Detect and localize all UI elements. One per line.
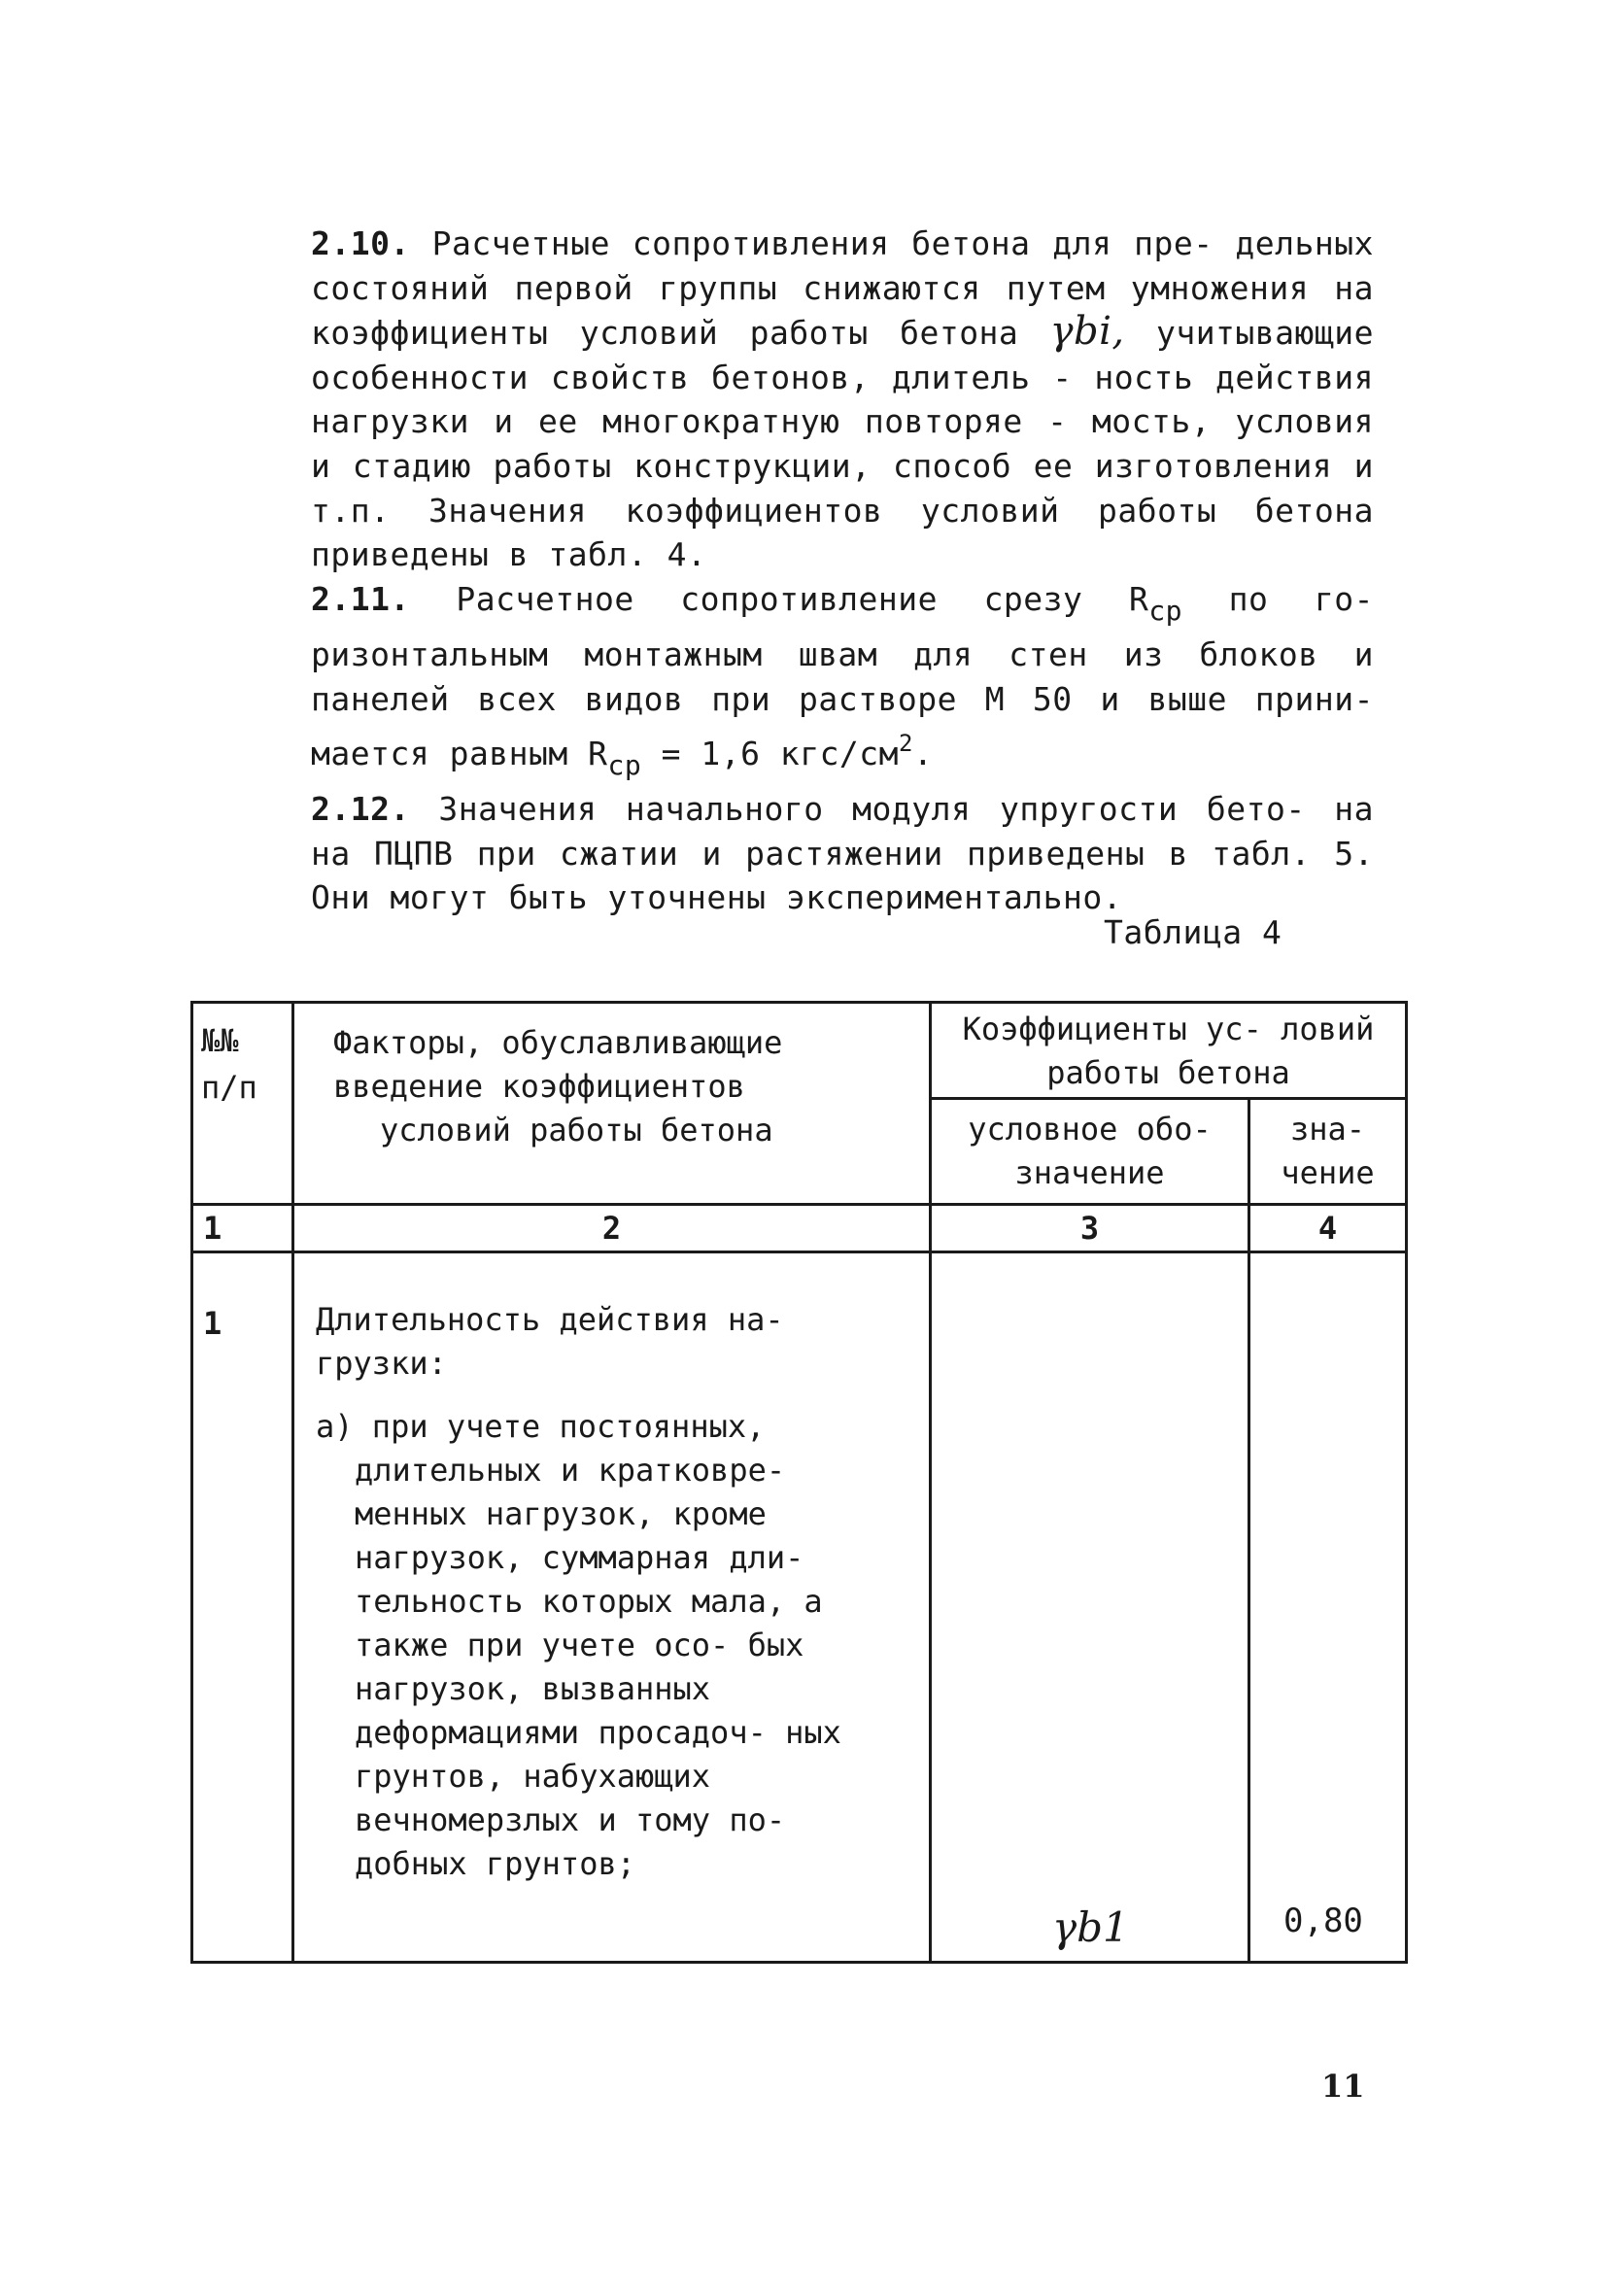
header-number <box>192 1003 293 1205</box>
row-factor-title: Длительность действия на- грузки: <box>316 1301 784 1382</box>
header-factors-line1: Факторы, обуславливающие <box>333 1024 783 1061</box>
body-text <box>198 222 1374 920</box>
header-designation: условное обо- значение <box>931 1099 1249 1205</box>
column-index: 1 <box>192 1205 293 1252</box>
header-coefficients: Коэффициенты ус- ловий работы бетона <box>931 1003 1407 1099</box>
table-caption: Таблица 4 <box>1104 913 1282 951</box>
header-factors <box>293 1003 931 1205</box>
paragraph-formula: = 1,6 кгс/см <box>661 734 900 772</box>
row-value: 0,80 <box>1283 1902 1363 1940</box>
header-factors-line2: введение коэффициентов <box>333 1068 745 1105</box>
column-index-row <box>192 1205 1407 1252</box>
paragraph-text-continued: учитывающие особенности свойств бетонов, длитель - ность действия нагрузки и ее многократную повторяе - мость, условия и стадию работы конструкции, способ ее изготовления и т.п. Значения коэффициентов условий работы бетона приведены в табл. 4. <box>311 314 1374 574</box>
paragraph-2-12 <box>198 787 1374 920</box>
column-index: 2 <box>293 1205 931 1252</box>
header-number-line1: №№ <box>201 1022 239 1059</box>
r-symbol: R <box>1128 579 1149 618</box>
table-row <box>192 1252 1407 1963</box>
paragraph-text: Значения начального модуля упругости бето- на на ПЦПВ при сжатии и растяжении приведены в табл. 5. Они могут быть уточнены экспериментально. <box>311 790 1374 917</box>
superscript: 2 <box>899 729 913 757</box>
paragraph-text-continued: по го- ризонтальным монтажным швам для стен из блоков и панелей всех видов при растворе М 50 и выше прини- мается равным <box>311 579 1374 772</box>
row-factor <box>293 1252 931 1963</box>
r-subscript: ср <box>607 748 642 781</box>
column-index: 4 <box>1249 1205 1407 1252</box>
header-value: зна- чение <box>1249 1099 1407 1205</box>
paragraph-end: . <box>913 734 934 772</box>
table-header-row <box>192 1003 1407 1099</box>
paragraph-text: Расчетные сопротивления бетона для пре- дельных состояний первой группы снижаются путем умножения на коэффициенты условий работы бетона <box>311 224 1375 353</box>
header-number-line2: п/п <box>201 1069 257 1106</box>
r-subscript: ср <box>1148 594 1183 627</box>
column-index: 3 <box>931 1205 1249 1252</box>
paragraph-number: 2.12. <box>311 790 410 829</box>
paragraph-text: Расчетное сопротивление срезу <box>456 579 1083 618</box>
gamma-bi-symbol: γbi, <box>1049 309 1125 355</box>
coefficients-table <box>190 1001 1405 1964</box>
paragraph-2-11 <box>198 577 1374 787</box>
row-factor-item: а) при учете постоянных, длительных и кратковре- менных нагрузок, кроме нагрузок, суммарная дли- тельность которых мала, а также при учете осо- бых нагрузок, вызванных деформациями просадоч- ных грунтов, набухающих вечномерзлых и тому по- добных грунтов; <box>316 1408 841 1882</box>
paragraph-number: 2.10. <box>311 224 410 262</box>
header-factors-line3: условий работы бетона <box>380 1112 773 1148</box>
row-symbol-cell <box>931 1252 1249 1963</box>
paragraph-2-10 <box>198 222 1374 577</box>
r-symbol: R <box>588 734 608 772</box>
row-value-cell <box>1249 1252 1407 1963</box>
gamma-b1-symbol: γb1 <box>1052 1903 1129 1951</box>
page-number: 11 <box>1321 2068 1365 2105</box>
paragraph-number: 2.11. <box>311 579 410 618</box>
row-number: 1 <box>192 1252 293 1963</box>
